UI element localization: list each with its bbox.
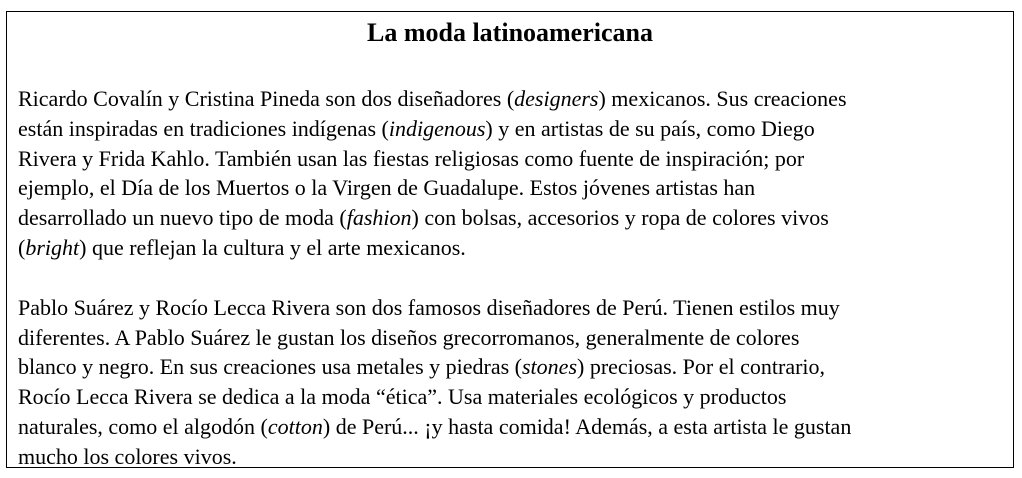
p2-line-6: mucho los colores vivos.	[18, 443, 237, 469]
italic-term: designers	[514, 86, 599, 111]
p1-line-2	[18, 114, 1005, 144]
italic-term: fashion	[346, 205, 412, 231]
text: ) y en artistas de su país, como Diego	[485, 115, 815, 141]
p2-line-3	[18, 352, 1005, 382]
p2-line-1: Pablo Suárez y Rocío Lecca Rivera son dos famosos diseñadores de Perú. Tienen estilos muy	[18, 294, 840, 320]
text: (	[18, 234, 26, 260]
paragraph-covalin-pineda	[7, 84, 1013, 263]
text: ) preciosas. Por el contrario,	[577, 354, 826, 380]
p2-line-5	[18, 412, 1005, 442]
paragraph-suarez-lecca	[7, 293, 1013, 472]
italic-term: indigenous	[388, 115, 486, 141]
text: están inspiradas en tradiciones indígenas (	[18, 115, 389, 141]
p2-line-2: diferentes. A Pablo Suárez le gustan los diseños grecorromanos, generalmente de colores	[18, 324, 800, 350]
p2-line-4: Rocío Lecca Rivera se dedica a la moda “ética”. Usa materiales ecológicos y productos	[18, 384, 787, 410]
italic-term: cotton	[267, 413, 323, 439]
text: ) mexicanos. Sus creaciones	[598, 86, 847, 111]
italic-term: stones	[522, 354, 577, 380]
text: ) que reflejan la cultura y el arte mexicanos.	[79, 234, 466, 260]
italic-term: bright	[25, 234, 80, 260]
p1-line-5	[18, 203, 1005, 233]
text: ) de Perú... ¡y hasta comida! Además, a esta artista le gustan	[322, 413, 852, 439]
text: blanco y negro. En sus creaciones usa metales y piedras (	[18, 354, 522, 380]
p1-line-1	[18, 84, 1005, 114]
p1-line-4: ejemplo, el Día de los Muertos o la Virgen de Guadalupe. Estos jóvenes artistas han	[18, 175, 756, 201]
text: Ricardo Covalín y Cristina Pineda son dos diseñadores (	[18, 86, 515, 111]
text: ) con bolsas, accesorios y ropa de colores vivos	[411, 205, 829, 231]
article-box	[6, 11, 1014, 468]
article-title: La moda latinoamericana	[367, 18, 653, 47]
p1-line-3: Rivera y Frida Kahlo. También usan las fiestas religiosas como fuente de inspiración; por	[18, 145, 805, 171]
p1-line-6	[18, 233, 1005, 263]
text: desarrollado un nuevo tipo de moda (	[18, 205, 347, 231]
text: naturales, como el algodón (	[18, 413, 268, 439]
